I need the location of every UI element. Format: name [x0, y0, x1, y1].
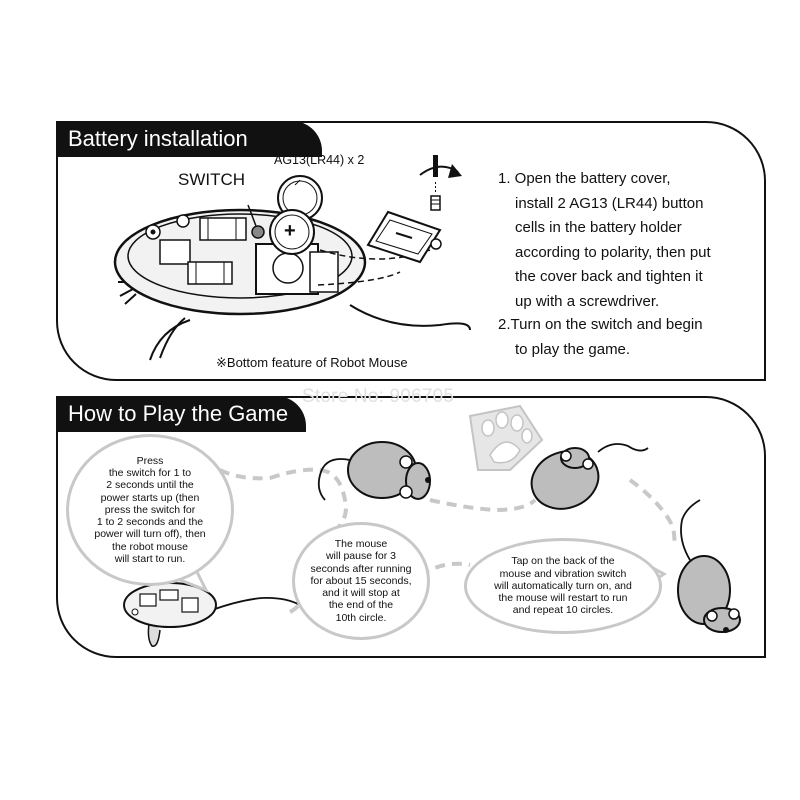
bottom-caption: ※Bottom feature of Robot Mouse: [216, 355, 408, 370]
battery-installation-title: Battery installation: [56, 121, 322, 157]
robot-mouse-bottom-small: [124, 583, 300, 646]
instruction-bubble-pause: The mouse will pause for 3 seconds after running for about 15 seconds, and it will stop at the end of the 10th circle.: [292, 522, 430, 640]
store-watermark: Store No: 906705: [302, 386, 455, 407]
paw-print-icon: [470, 406, 542, 470]
robot-mouse-running-3: [678, 500, 740, 633]
battery-step-1: 1. Open the battery cover, install 2 AG13 (LR44) button cells in the battery holder according to polarity, then put the cover back and tighten it up with a screwdriver.: [498, 170, 711, 310]
switch-label: SWITCH: [178, 170, 246, 189]
robot-mouse-running-2: [523, 442, 648, 518]
how-to-play-title: How to Play the Game: [56, 396, 306, 432]
battery-step-2: 2.Turn on the switch and begin to play the game.: [498, 316, 703, 358]
robot-mouse-running-1: [319, 442, 431, 500]
instruction-bubble-power: Press the switch for 1 to 2 seconds until the power starts up (then press the switch for 1 to 2 seconds and the power will turn off), then the robot mouse will start to run.: [66, 434, 234, 586]
plus-sign: +: [284, 220, 296, 242]
battery-type-label: AG13(LR44) x 2: [274, 153, 365, 167]
instruction-bubble-restart: Tap on the back of the mouse and vibration switch will automatically turn on, and the mouse will restart to run and repeat 10 circles.: [464, 538, 662, 634]
